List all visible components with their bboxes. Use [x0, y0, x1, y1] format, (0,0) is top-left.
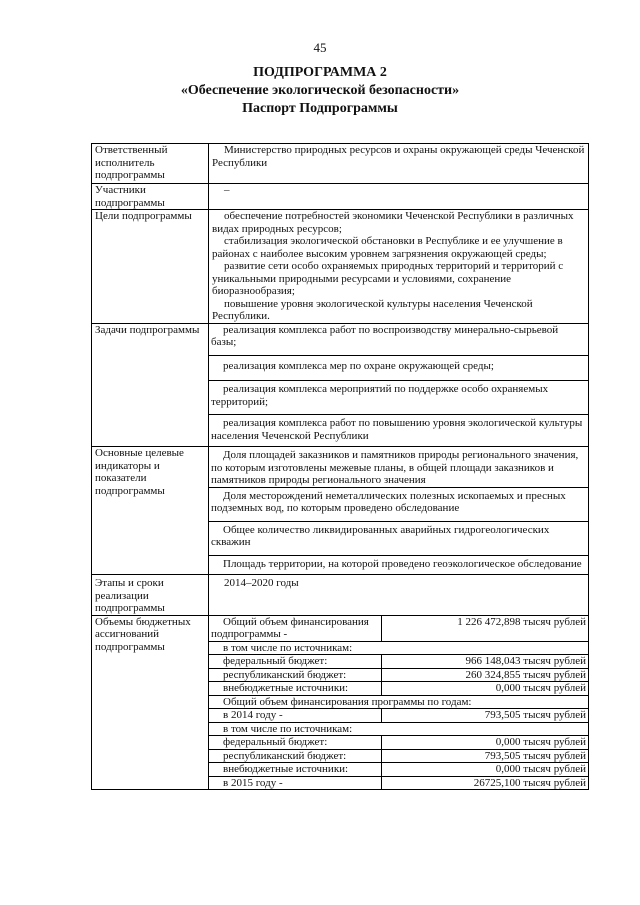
source-name: федеральный бюджет:	[209, 736, 382, 750]
source-name: федеральный бюджет:	[209, 655, 382, 669]
row-stages	[92, 575, 589, 616]
budget-total-value: 1 226 472,898 тысяч рублей	[457, 615, 586, 628]
source-name: внебюджетные источники:	[209, 763, 382, 777]
indicator-item: Доля площадей заказников и памятников природы регионального значения, по которым изготовлены межевые планы, в общей площади заказников и памятников природы регионального значения	[211, 449, 579, 486]
budget-total-row	[209, 616, 588, 642]
row-indicators	[92, 447, 589, 575]
row-participants	[92, 184, 589, 210]
passport-table	[91, 143, 589, 790]
page-number: 45	[313, 40, 327, 55]
budget-table	[209, 615, 589, 790]
stages-value: 2014–2020 годы	[209, 575, 589, 616]
tasks-label: Задачи подпрограммы	[92, 323, 209, 447]
indicator-item: Доля месторождений неметаллических полезных ископаемых и пресных подземных вод, по которым проведено обследование	[209, 487, 588, 521]
source-value: 0,000 тысяч рублей	[382, 682, 589, 696]
participants-value: –	[209, 184, 589, 210]
executor-value: Министерство природных ресурсов и охраны окружающей среды Чеченской Республики	[209, 144, 589, 184]
indicator-item: Площадь территории, на которой проведено геоэкологическое обследование	[209, 555, 588, 574]
year-2015-value: 26725,100 тысяч рублей	[382, 776, 589, 789]
row-tasks	[92, 323, 589, 447]
tasks-list	[209, 323, 589, 447]
year-2014-value: 793,505 тысяч рублей	[382, 709, 589, 723]
goal-item: стабилизация экологической обстановки в Республике и ее улучшение в районах с наиболее высоким уровнем загрязнения окружающей среды;	[212, 235, 563, 260]
year-2014-label: в 2014 году -	[209, 709, 382, 723]
year-2014-row	[209, 709, 588, 723]
goals-list	[209, 210, 589, 324]
participants-label: Участники подпрограммы	[92, 184, 209, 210]
indicators-label: Основные целевые индикаторы и показатели подпрограммы	[92, 447, 209, 575]
task-item: реализация комплекса работ по воспроизводству минерально-сырьевой базы;	[211, 323, 559, 348]
task-item: реализация комплекса мероприятий по поддержке особо охраняемых территорий;	[209, 381, 588, 415]
stages-label: Этапы и сроки реализации подпрограммы	[92, 575, 209, 616]
indicator-item: Общее количество ликвидированных аварийных гидрогеологических скважин	[209, 521, 588, 555]
title-line-2: «Обеспечение экологической безопасности»	[180, 83, 460, 98]
budget-source-row	[209, 682, 588, 696]
row-executor	[92, 144, 589, 184]
source-value: 260 324,855 тысяч рублей	[382, 668, 589, 682]
source-value: 793,505 тысяч рублей	[382, 749, 589, 763]
budget-by-years-heading: Общий объем финансирования программы по годам:	[209, 695, 588, 709]
row-goals	[92, 210, 589, 324]
source-name: республиканский бюджет:	[209, 749, 382, 763]
title-line-1: ПОДПРОГРАММА 2	[253, 65, 387, 80]
source-value: 0,000 тысяч рублей	[382, 763, 589, 777]
goal-item: повышение уровня экологической культуры населения Чеченской Республики.	[212, 297, 533, 322]
year-2014-source-row	[209, 763, 588, 777]
task-item: реализация комплекса мер по охране окружающей среды;	[209, 355, 588, 381]
source-name: республиканский бюджет:	[209, 668, 382, 682]
source-value: 966 148,043 тысяч рублей	[382, 655, 589, 669]
indicators-list	[209, 447, 589, 575]
source-name: внебюджетные источники:	[209, 682, 382, 696]
goal-item: обеспечение потребностей экономики Чеченской Республики в различных видах природных ресурсов;	[212, 210, 574, 235]
budget-source-row	[209, 655, 588, 669]
source-value: 0,000 тысяч рублей	[382, 736, 589, 750]
budget-sources-heading: в том числе по источникам:	[209, 641, 588, 655]
year-2015-label: в 2015 году -	[209, 776, 382, 789]
task-item: реализация комплекса работ по повышению уровня экологической культуры населения Чеченской Республики	[209, 415, 588, 447]
title-line-3: Паспорт Подпрограммы	[242, 101, 398, 116]
budget-source-row	[209, 668, 588, 682]
document-title	[0, 64, 640, 118]
row-budget	[92, 615, 589, 790]
year-2014-source-row	[209, 749, 588, 763]
year-2015-row	[209, 776, 588, 789]
executor-label: Ответственный исполнитель подпрограммы	[92, 144, 209, 184]
year-2014-source-row	[209, 736, 588, 750]
budget-label: Объемы бюджетных ассигнований подпрограммы	[92, 615, 209, 790]
goals-label: Цели подпрограммы	[92, 210, 209, 324]
year-2014-sources-heading: в том числе по источникам:	[209, 722, 588, 736]
goal-item: развитие сети особо охраняемых природных территорий и территорий с уникальными природными ресурсами и условиями, сохранение биоразнообразия;	[212, 260, 564, 297]
budget-total-label: Общий объем финансирования подпрограммы -	[209, 616, 382, 642]
